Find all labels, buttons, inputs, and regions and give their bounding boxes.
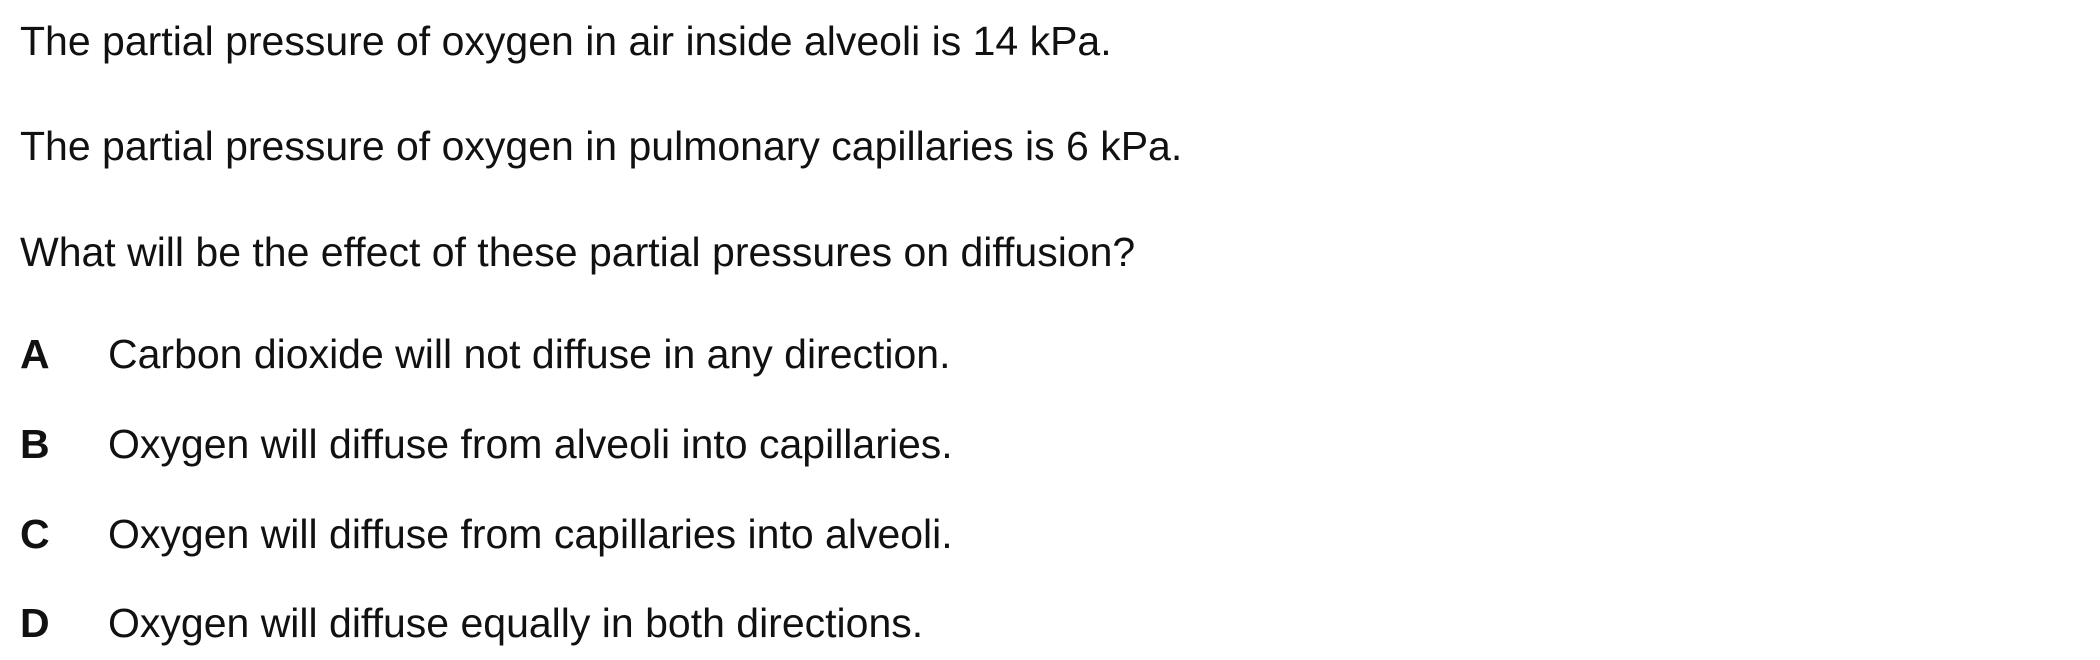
- option-a-letter: A: [20, 331, 50, 377]
- option-c[interactable]: [20, 510, 953, 558]
- option-d-text: Oxygen will diffuse equally in both directions.: [108, 600, 924, 646]
- question-stem-line-1: The partial pressure of oxygen in air inside alveoli is 14 kPa.: [20, 18, 1112, 64]
- question-prompt: What will be the effect of these partial pressures on diffusion?: [20, 229, 1136, 275]
- option-c-letter: C: [20, 511, 50, 557]
- option-d-letter: D: [20, 600, 50, 646]
- option-b-letter: B: [20, 421, 50, 467]
- question-stem-line-2: The partial pressure of oxygen in pulmonary capillaries is 6 kPa.: [20, 123, 1183, 169]
- option-a[interactable]: [20, 330, 951, 378]
- option-b[interactable]: [20, 420, 953, 468]
- option-b-text: Oxygen will diffuse from alveoli into capillaries.: [108, 421, 953, 467]
- option-c-text: Oxygen will diffuse from capillaries into alveoli.: [108, 511, 953, 557]
- option-a-text: Carbon dioxide will not diffuse in any direction.: [108, 331, 951, 377]
- option-d[interactable]: [20, 599, 923, 647]
